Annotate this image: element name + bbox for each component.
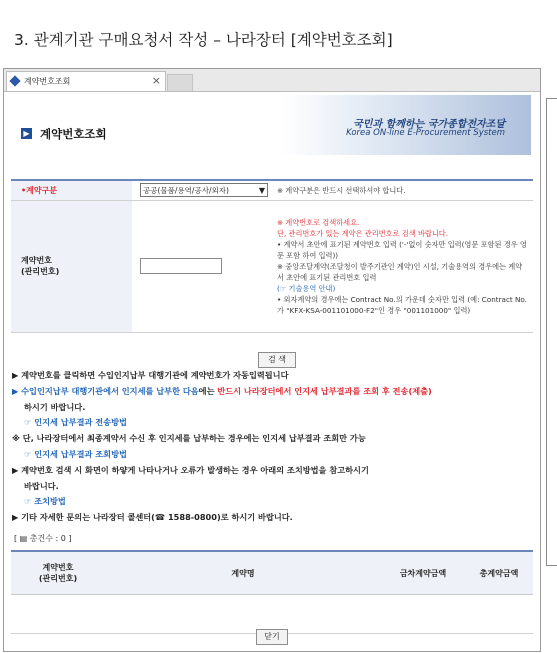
search-button[interactable]: 검 색 (258, 352, 296, 368)
browser-window (3, 68, 541, 652)
contract-number-input[interactable] (140, 258, 222, 274)
contract-type-note: ※ 계약구분은 반드시 선택하셔야 합니다. (273, 180, 533, 200)
side-panel (546, 98, 557, 566)
results-table (11, 550, 533, 634)
banner (11, 95, 531, 155)
chevron-down-icon: ▼ (258, 186, 265, 196)
contract-number-notes: ※ 계약번호로 검색하세요. 단, 관리번호가 있는 계약은 관리번호로 검색 바랍니다. • 계약서 초안에 표기된 계약번호 입력 ('-'없이 숫자만 입력(영문 포함된 경우 영문 포함 하여 입력)) ※ 중앙조달계약(조달청이 발주기관인 계약)인 시설, 기술용역의 경우에는 계약서 초안에 표기된 관리번호 입력 (☞ 기술용역 안내) • 외자계약의 경우에는 Contract No.의 가운데 숫자만 입력 (예: Contract No.가 "KFX-KSA-001101000-F2"인 경우 "001101000" 입력) (273, 200, 533, 332)
stamp-tax-submit-link[interactable]: ☞ 인지세 납부결과 전송방법 (24, 417, 127, 428)
close-icon[interactable]: × (151, 74, 161, 87)
contract-type-select[interactable]: 공공(물품/용역/공사/외자) ▼ (140, 183, 268, 197)
col-current-amount: 금차계약금액 (381, 551, 465, 595)
tab-contract-search[interactable] (6, 71, 166, 91)
page-title: 계약번호조회 (40, 127, 107, 141)
stamp-tax-inquiry-link[interactable]: ☞ 인지세 납부결과 조회방법 (24, 448, 127, 459)
title-icon: ▶ (21, 128, 32, 139)
col-contract-number: 계약번호 (관리번호) (11, 551, 105, 595)
col-total-amount: 총계약금액 (465, 551, 533, 595)
page-heading: 3. 관계기관 구매요청서 작성 – 나라장터 [계약번호조회] (14, 31, 393, 49)
contract-type-label: •계약구분 (11, 180, 132, 200)
tab-label: 계약번호조회 (24, 77, 71, 86)
guide-text: ▶ 계약번호를 클릭하면 수입인지납부 대행기관에 계약번호가 자동입력됩니다 ▶ 수입인지납부 대행기관에서 인지세를 납부한 다음에는 반드시 나라장터에서 인지세 납부결과를 조회 후 전송(제출) 하시기 바랍니다. ☞ 인지세 납부결과 전송방법 ※ 단, 나라장터에서 최종계약서 수신 후 인지세를 납부하는 경우에는 인지세 납부결과 조회만 가능 ☞ 인지세 납부결과 조회방법 ▶ 계약번호 검색 시 화면이 하얗게 나타나거나 오류가 발생하는 경우 아래의 조치방법을 참고하시기 바랍니다. ☞ 조치방법 ▶ 기타 자세한 문의는 나라장터 콜센터(☎ 1588-0800)로 하시기 바랍니다. (12, 368, 534, 526)
troubleshoot-link[interactable]: ☞ 조치방법 (24, 496, 66, 507)
slogan-english: Korea ON-line E-Procurement System (346, 128, 505, 138)
search-form (11, 179, 533, 333)
contract-number-label: 계약번호 (관리번호) (11, 200, 132, 332)
diamond-icon (9, 75, 20, 86)
table-row (11, 595, 533, 634)
new-tab[interactable] (167, 74, 193, 91)
col-contract-name: 계약명 (105, 551, 381, 595)
tech-service-guide-link[interactable]: (☞ 기술용역 안내) (277, 283, 336, 293)
slogan-korean: 국민과 함께하는 국가종합전자조달 (353, 119, 505, 130)
tab-bar (4, 69, 540, 92)
close-button[interactable]: 닫기 (256, 629, 288, 645)
total-count: [ ▤ 총건수 : 0 ] (14, 534, 72, 543)
